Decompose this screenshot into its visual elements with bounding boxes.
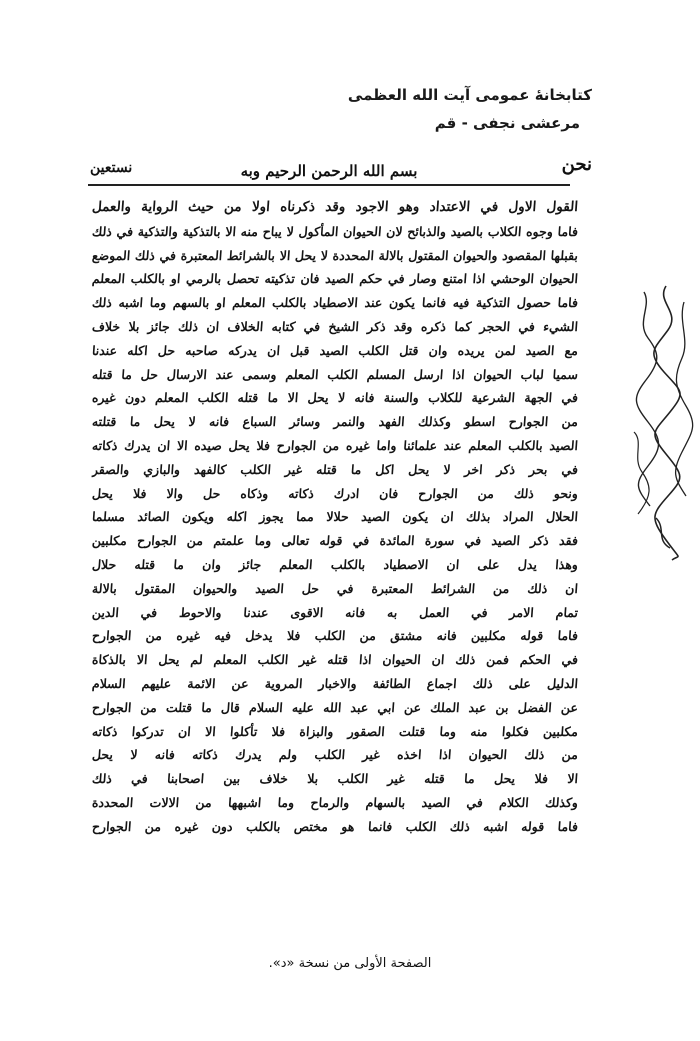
- manuscript-line: وكذلك الكلام في الصيد بالسهام والرماح وما اشبهها من الالات المحددة: [91, 794, 579, 810]
- page-caption: الصفحة الأولى من نسخة «د».: [268, 956, 432, 971]
- manuscript-line: الحيوان الوحشي اذا امتنع وصار في حكم الصيد فان تذكيته تحصل بالرمي او بالكلب المعلم: [91, 271, 579, 287]
- stamp-line-1: کتابخانهٔ عمومی آیت الله العظمی: [347, 86, 592, 104]
- manuscript-body: [92, 196, 578, 839]
- manuscript-line: في الحكم فمن ذلك ان الحيوان اذا قتله غير الكلب المعلم لم يحل الا بالذكاة: [91, 652, 579, 668]
- manuscript-line: في بحر ذكر اخر لا يحل اكل ما قتله غير الكلب كالفهد والبازي والصقر: [91, 461, 579, 477]
- basmala-text: بسم الله الرحمن الرحيم وبه: [240, 162, 418, 180]
- manuscript-line: من ذلك الحيوان اذا اخذه غير الكلب ولم يدرك ذكاته فانه لا يحل: [91, 747, 579, 763]
- manuscript-line: فاما حصول التذكية فيه فانما يكون عند الاصطياد بالكلب المعلم او بالسهم وما اشبه ذلك: [91, 295, 579, 311]
- heading-right-mark: نحن: [561, 154, 592, 175]
- manuscript-line: الشيء في الحجر كما ذكره وقد ذكر الشيخ في كتابه الخلاف ان ذلك جائز بلا خلاف: [91, 318, 579, 334]
- manuscript-line: من الجوارح اسطو وكذلك الفهد والنمر وسائر السباع فانه لا يحل ما قتلته: [91, 414, 579, 430]
- marginal-note: [626, 282, 696, 562]
- manuscript-line: بقبلها المقصود والحيوان المقتول بالالة المحددة لا يحل الا بالشرائط المعتبرة في ذلك الموضع: [91, 247, 579, 263]
- manuscript-line: وهذا يدل على ان الاصطياد بالكلب المعلم جائز وان ما قتله حلال: [91, 556, 579, 572]
- manuscript-line: سميا لباب الحيوان اذا ارسل المسلم الكلب المعلم وسمى عند الارسال حل ما قتله: [91, 366, 579, 382]
- manuscript-line: في الجهة الشرعية للكلاب والسنة فانه لا يحل الا ما قتله الكلب المعلم دون غيره: [91, 390, 579, 406]
- manuscript-line: ونحو ذلك من الجوارح فان ادرك ذكاته وذكاه حل والا فلا يحل: [91, 485, 579, 501]
- stamp-line-2: مرعشی نجفی - قم: [434, 114, 580, 132]
- marginal-note-scribble: [626, 282, 696, 562]
- manuscript-line: فقد ذكر الصيد في سورة المائدة في قوله تعالى وما علمتم من الجوارح مكلبين: [91, 533, 579, 549]
- basmala-heading: [88, 154, 592, 196]
- manuscript-line: عن الفضل بن عبد الملك عن ابي عبد الله عليه السلام قال ما قتلت من الجوارح: [91, 699, 579, 715]
- manuscript-line: الا فلا يحل ما قتله غير الكلب بلا خلاف بين اصحابنا في ذلك: [91, 771, 579, 787]
- manuscript-line: فاما قوله مكلبين فانه مشتق من الكلب فلا يدخل فيه غيره من الجوارح: [91, 628, 579, 644]
- heading-left-word: نستعين: [90, 160, 133, 176]
- manuscript-line: تمام الامر في العمل به فانه الاقوى عندنا والاحوط في الدين: [91, 604, 579, 620]
- manuscript-line: فاما قوله اشبه ذلك الكلب فانما هو مختص بالكلب دون غيره من الجوارح: [91, 818, 579, 834]
- manuscript-line: القول الاول في الاعتداد وهو الاجود وقد ذكرناه اولا من حيث الرواية والعمل: [91, 199, 579, 215]
- manuscript-line: الحلال المراد بذلك ان يكون الصيد حلالا مما يجوز اكله ويكون الصائد مسلما: [91, 509, 579, 525]
- manuscript-line: الصيد بالكلب المعلم عند علمائنا واما غيره من الجوارح فلا يحل صيده الا ان يدرك ذكاته: [91, 437, 579, 453]
- library-stamp: [348, 86, 592, 132]
- manuscript-line: مكلبين فكلوا منه وما قتلت الصقور والبزاة فلا تأكلوا الا ان تدركوا ذكاته: [91, 723, 579, 739]
- heading-rule: [88, 184, 570, 186]
- manuscript-line: ان ذلك من الشرائط المعتبرة في حل الصيد والحيوان المقتول بالالة: [91, 580, 579, 596]
- manuscript-line: فاما وجوه الكلاب بالصيد والذبائح لان الحيوان المأكول لا يباح منه الا بالتذكية والتذكية في ذلك: [91, 223, 579, 239]
- manuscript-line: مع الصيد لمن يريده وان قتل الكلب الصيد قبل ان يدركه صاحبه حل اكله عندنا: [91, 342, 579, 358]
- manuscript-line: الدليل على ذلك اجماع الطائفة والاخبار المروية عن الائمة عليهم السلام: [91, 675, 579, 691]
